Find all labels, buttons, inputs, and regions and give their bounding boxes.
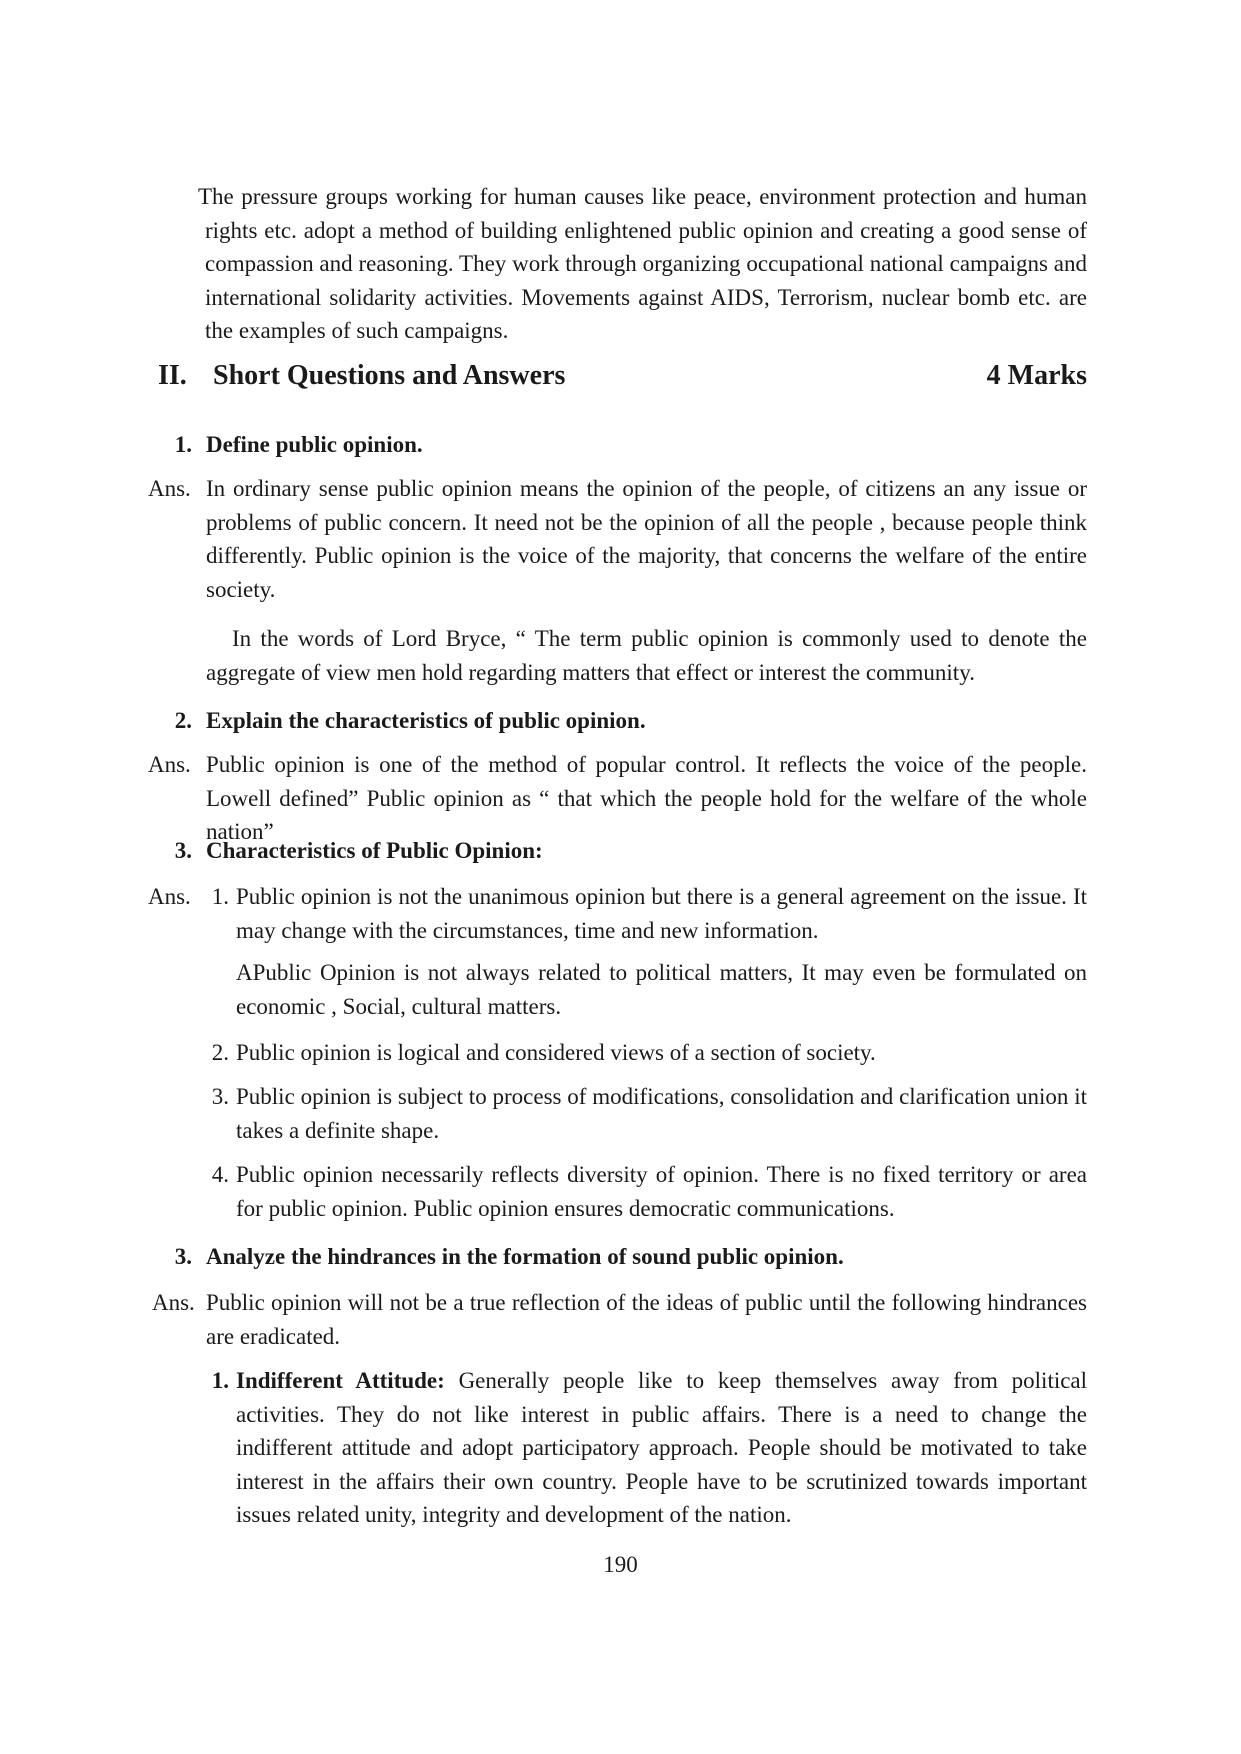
list-item-number: 1. (211, 884, 229, 909)
list-item-title: Indifferent Attitude: (236, 1368, 445, 1393)
answer-label: Ans. (152, 1290, 195, 1315)
answer-1-paragraph-1: In ordinary sense public opinion means the opinion of the people, of citizens an any issue or problems of public concern. It need not be the opinion of all the people , because people think differently. Public opinion is the voice of the majority, that concerns the welfare of the entire society. (206, 476, 1087, 602)
list-item-number: 1. (211, 1368, 229, 1393)
section-title: Short Questions and Answers (213, 360, 566, 391)
question-text: Explain the characteristics of public opinion. (206, 708, 646, 733)
question-number: 3. (174, 1244, 192, 1269)
section-heading (158, 360, 1087, 392)
section-marks: 4 Marks (986, 360, 1087, 391)
list-item: Public opinion is logical and considered views of a section of society. (236, 1040, 876, 1065)
question-number: 3. (174, 838, 192, 863)
answer-label: Ans. (148, 752, 191, 777)
question-text: Characteristics of Public Opinion: (206, 838, 543, 863)
answer-1-paragraph-2: In the words of Lord Bryce, “ The term public opinion is commonly used to denote the aggregate of view men hold regarding matters that effect or interest the community. (206, 626, 1087, 685)
section-number: II. (158, 360, 187, 391)
answer-4: Public opinion will not be a true reflection of the ideas of public until the following hindrances are eradicated. (206, 1290, 1087, 1349)
list-item-number: 4. (211, 1162, 229, 1187)
section-title-group (158, 360, 565, 392)
list-item: APublic Opinion is not always related to political matters, It may even be formulated on economic , Social, cultural matters. (236, 960, 1087, 1019)
list-item (236, 1364, 1087, 1532)
question-text: Analyze the hindrances in the formation of sound public opinion. (206, 1244, 844, 1269)
question-text: Define public opinion. (206, 432, 423, 457)
list-item-text: Generally people like to keep themselves away from political activities. They do not like interest in public affairs. There is a need to change the indifferent attitude and adopt participatory approach. People should be motivated to take interest in the affairs their own country. People have to be scrutinized towards important issues related unity, integrity and development of the nation. (236, 1368, 1088, 1527)
answer-label: Ans. (148, 884, 191, 909)
list-item: Public opinion is not the unanimous opinion but there is a general agreement on the issue. It may change with the circumstances, time and new information. (236, 884, 1087, 943)
intro-paragraph: The pressure groups working for human causes like peace, environment protection and human rights etc. adopt a method of building enlightened public opinion and creating a good sense of compassion and reasoning. They work through organizing occupational national campaigns and international solidarity activities. Movements against AIDS, Terrorism, nuclear bomb etc. are the examples of such campaigns. (198, 184, 1087, 343)
answer-2: Public opinion is one of the method of popular control. It reflects the voice of the people. Lowell defined” Public opinion as “ that which the people hold for the welfare of the whole nation” (206, 752, 1087, 844)
question-number: 2. (174, 708, 192, 733)
page-number: 190 (603, 1552, 638, 1577)
question-number: 1. (174, 432, 192, 457)
list-item-number: 3. (211, 1084, 229, 1109)
list-item-number: 2. (211, 1040, 229, 1065)
list-item: Public opinion is subject to process of modifications, consolidation and clarification union it takes a definite shape. (236, 1084, 1087, 1143)
list-item: Public opinion necessarily reflects diversity of opinion. There is no fixed territory or area for public opinion. Public opinion ensures democratic communications. (236, 1162, 1087, 1221)
answer-label: Ans. (148, 476, 191, 501)
